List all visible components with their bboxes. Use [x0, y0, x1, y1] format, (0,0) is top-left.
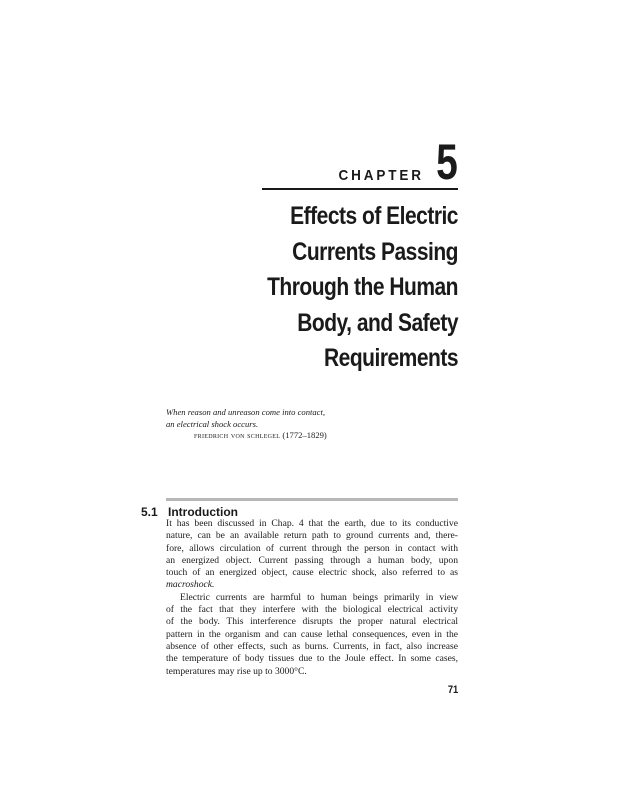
epigraph-attribution: [166, 430, 466, 442]
epigraph-author: friedrich von schlegel: [194, 430, 281, 441]
epigraph-quote-line: When reason and unreason come into contact,: [166, 407, 326, 417]
paragraph-line: of the body. This interference disrupts the proper natural electrical: [166, 616, 458, 628]
chapter-title-line: Currents Passing: [292, 237, 458, 266]
paragraph: [166, 518, 458, 592]
emphasized-term: macroshock.: [166, 579, 215, 591]
section-title: Introduction: [168, 505, 238, 519]
section-number: 5.1: [141, 505, 158, 519]
section-divider: [166, 498, 458, 501]
chapter-label: CHAPTER: [338, 167, 424, 184]
epigraph-quote-line: an electrical shock occurs.: [166, 418, 259, 429]
paragraph-line: the temperature of body tissues due to the Joule effect. In some cases,: [166, 653, 458, 665]
epigraph-years: (1772–1829): [282, 430, 327, 441]
paragraph-line: nature, can be an available return path to ground currents and, there-: [166, 530, 458, 542]
paragraph-line: It has been discussed in Chap. 4 that the earth, due to its conductive: [166, 518, 458, 529]
paragraph-line: of the fact that they interfere with the biological electrical activity: [166, 604, 458, 616]
chapter-title-line: Effects of Electric: [290, 202, 458, 230]
section-body: [166, 518, 458, 678]
paragraph-line: absence of other effects, such as burns. Currents, in fact, also increase: [166, 640, 458, 652]
chapter-number: 5: [436, 134, 458, 190]
page-number: 71: [447, 684, 458, 696]
chapter-title: [198, 199, 458, 377]
epigraph: [166, 407, 466, 442]
paragraph-line: an energized object. Current passing through a human body, upon: [166, 554, 458, 566]
paragraph: [166, 592, 458, 678]
chapter-header: [262, 136, 458, 190]
paragraph-line: Electric currents are harmful to human beings primarily in view: [180, 591, 458, 603]
paragraph-line: touch of an energized object, cause electric shock, also referred to as: [166, 567, 458, 579]
paragraph-line: pattern in the organism and can cause lethal consequences, even in the: [166, 628, 458, 640]
chapter-title-line: Requirements: [324, 344, 458, 372]
paragraph-line: temperatures may rise up to 3000°C.: [166, 665, 307, 677]
section-heading: [141, 505, 238, 519]
chapter-title-line: Body, and Safety: [297, 308, 458, 337]
chapter-title-line: Through the Human: [267, 273, 458, 301]
paragraph-line: [166, 579, 458, 591]
paragraph-line: fore, allows circulation of current through the person in contact with: [166, 542, 458, 554]
